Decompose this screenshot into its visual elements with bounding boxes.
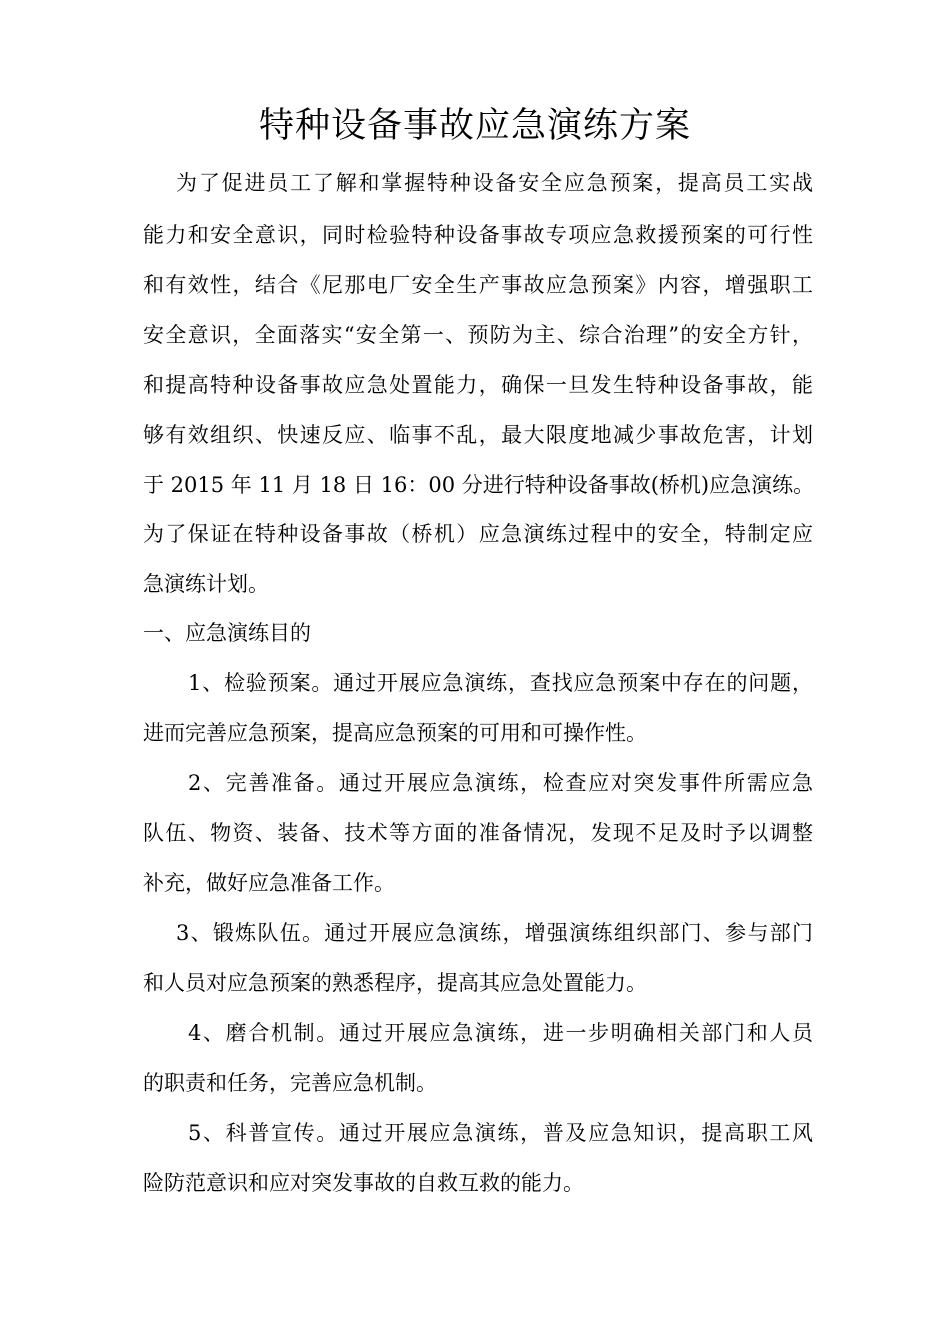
item-line: 1、检验预案。通过开展应急演练，查找应急预案中存在的问题， [188, 671, 813, 695]
item-line: 的职责和任务，完善应急机制。 [143, 1071, 437, 1095]
item-line: 3、锻炼队伍。通过开展应急演练，增强演练组织部门、参与部门 [176, 921, 813, 945]
document-title: 特种设备事故应急演练方案 [258, 106, 691, 146]
intro-line: 和提高特种设备事故应急处置能力，确保一旦发生特种设备事故，能 [143, 373, 813, 397]
intro-line: 安全意识，全面落实“安全第一、预防为主、综合治理”的安全方针， [143, 323, 813, 347]
section-heading: 一、应急演练目的 [143, 621, 311, 645]
intro-line: 急演练计划。 [143, 572, 269, 596]
intro-line: 和有效性，结合《尼那电厂安全生产事故应急预案》内容，增强职工 [143, 273, 813, 297]
item-line: 进而完善应急预案，提高应急预案的可用和可操作性。 [143, 721, 647, 745]
item-line: 险防范意识和应对突发事故的自救互救的能力。 [143, 1171, 584, 1195]
item-line: 5、科普宣传。通过开展应急演练，普及应急知识，提高职工风 [188, 1121, 813, 1145]
item-line: 2、完善准备。通过开展应急演练，检查应对突发事件所需应急 [188, 771, 813, 795]
intro-line: 为了促进员工了解和掌握特种设备安全应急预案，提高员工实战 [176, 171, 813, 195]
item-line: 队伍、物资、装备、技术等方面的准备情况，发现不足及时予以调整 [143, 821, 813, 845]
item-line: 4、磨合机制。通过开展应急演练，进一步明确相关部门和人员 [188, 1021, 813, 1045]
intro-line: 于 2015 年 11 月 18 日 16：00 分进行特种设备事故(桥机)应急演练。 [143, 473, 815, 497]
intro-line: 为了保证在特种设备事故（桥机）应急演练过程中的安全，特制定应 [143, 522, 813, 546]
item-line: 和人员对应急预案的熟悉程序，提高其应急处置能力。 [143, 971, 647, 995]
intro-line: 能力和安全意识，同时检验特种设备事故专项应急救援预案的可行性 [143, 223, 813, 247]
intro-line: 够有效组织、快速反应、临事不乱，最大限度地减少事故危害，计划 [143, 423, 813, 447]
item-line: 补充，做好应急准备工作。 [143, 871, 395, 895]
